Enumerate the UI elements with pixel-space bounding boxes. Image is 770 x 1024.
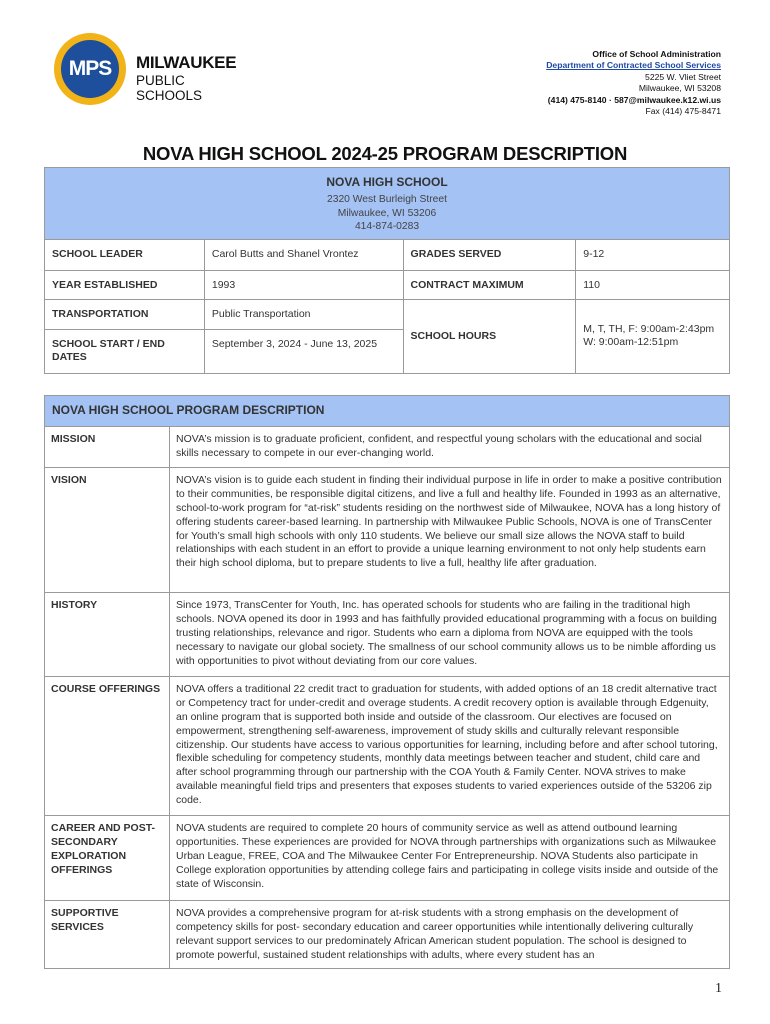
school-hours-label: SCHOOL HOURS — [403, 299, 576, 373]
program-description-table — [44, 395, 730, 969]
school-leader-value: Carol Butts and Shanel Vrontez — [204, 239, 403, 270]
mps-logo — [54, 33, 254, 109]
career-exploration-label: CAREER AND POST-SECONDARY EXPLORATION OFFERINGS — [45, 815, 170, 900]
contract-maximum-label: CONTRACT MAXIMUM — [403, 270, 576, 299]
school-info-table — [44, 167, 730, 374]
logo-name-line1: MILWAUKEE — [136, 53, 237, 72]
vision-label: VISION — [45, 467, 170, 592]
mps-logo-badge — [54, 33, 126, 105]
logo-name-line2: PUBLIC SCHOOLS — [136, 73, 203, 103]
course-offerings-text: NOVA offers a traditional 22 credit tract to graduation for students, with added options of an 18 credit alternative tract or Competency tract for under-credit and overage students. A credit recovery option is available through Edgenuity, an online program that is supported both inside and outside of the classroom. Our electives are focused on empowerment, strengthening self-awareness, improvement of study skills and culturally relevant responsible citizenship. Our students have access to various opportunities for learning, including before and after school tutoring, flexible scheduling for competency students, monthly data meetings between teacher and student, child care and after school programming through our partnership with the COA Youth & Family Center. NOVA strives to make available meaningful field trips and presenters that exposes students to varied experiences outside of the 53206 zip code. — [170, 676, 730, 815]
page-number: 1 — [715, 981, 722, 996]
history-text: Since 1973, TransCenter for Youth, Inc. has operated schools for students who are failing in the traditional high schools. NOVA opened its door in 1993 and has faithfully provided educational programming with a focus on building trusting relationships, relevance and rigor. Students who earn a diploma from NOVA are equipped with the tools necessary to navigate our global society. The smallness of our school community allows us to be nimble affording us with opportunities to pivot without deviating from our core values. — [170, 592, 730, 676]
office-street: 5225 W. Vliet Street — [645, 71, 721, 82]
school-street: 2320 West Burleigh Street — [326, 194, 447, 205]
mps-logo-initials: MPS — [61, 40, 119, 98]
office-city: Milwaukee, WI 53208 — [638, 83, 721, 94]
office-fax: Fax (414) 475-8471 — [645, 106, 721, 117]
office-phone-email: (414) 475-8140 · 587@milwaukee.k12.wi.us — [547, 94, 721, 105]
school-dates-value: September 3, 2024 - June 13, 2025 — [204, 329, 403, 373]
transportation-label: TRANSPORTATION — [45, 299, 205, 329]
supportive-services-label: SUPPORTIVE SERVICES — [45, 900, 170, 968]
school-hours-line-1: M, T, TH, F: 9:00am-2:43pm — [583, 322, 715, 335]
program-description-header: NOVA HIGH SCHOOL PROGRAM DESCRIPTION — [45, 396, 730, 427]
grades-served-value: 9-12 — [576, 239, 730, 270]
school-city: Milwaukee, WI 53206 — [337, 207, 437, 219]
school-hours-line-2: W: 9:00am-12:51pm — [583, 336, 679, 348]
mission-text: NOVA’s mission is to graduate proficient, confident, and respectful young scholars with the educational and social skills necessary to compete in our ever-changing world. — [170, 426, 730, 467]
mission-label: MISSION — [45, 426, 170, 467]
school-leader-label: SCHOOL LEADER — [45, 239, 205, 270]
vision-text: NOVA’s vision is to guide each student in finding their individual purpose in life in order to make a positive contribution to their communities, be responsible digital citizens, and live a full and healthy life. Founded in 1993 as an alternative, school-to-work program for “at-risk” students residing on the northwest side of Milwaukee, NOVA has a long history of offering students career-based learning. In partnership with Milwaukee Public Schools, NOVA is one of TransCenter for Youth’s small high schools with only 110 students. We believe our small size allows the NOVA staff to build relationships with each student in an effort to provide a unique learning environment to not only help students earn their high school diploma, but to prepare students to live a full, healthy life after graduation. — [170, 467, 730, 592]
grades-served-label: GRADES SERVED — [403, 239, 576, 270]
school-hours-value — [576, 299, 730, 373]
office-name: Office of School Administration — [592, 49, 721, 59]
contract-maximum-value: 110 — [576, 270, 730, 299]
year-established-label: YEAR ESTABLISHED — [45, 270, 205, 299]
career-exploration-text: NOVA students are required to complete 20 hours of community service as well as attend outbound learning opportunities. These experiences are provided for NOVA through partnerships with organizations such as Milwaukee Urban League, FREE, COA and The Milwaukee Center For Entrepreneurship. NOVA Students also participate in College exploration opportunities by attending college fairs and participating in college visits inside and outside of the state of Wisconsin. — [170, 815, 730, 900]
supportive-services-text: NOVA provides a comprehensive program for at-risk students with a strong emphasis on the development of competency skills for post- secondary education and career opportunities while intentionally delivering culturally relevant support services to our predominately African American student population. The school is designed to promote powerful, sustained student relationships with adults, where every student has an — [170, 900, 730, 968]
year-established-value: 1993 — [204, 270, 403, 299]
history-label: HISTORY — [45, 592, 170, 676]
department-name: Department of Contracted School Services — [546, 60, 721, 71]
document-title: NOVA HIGH SCHOOL 2024-25 PROGRAM DESCRIPTION — [142, 143, 628, 164]
school-dates-label: SCHOOL START / END DATES — [45, 329, 205, 373]
transportation-value: Public Transportation — [204, 299, 403, 329]
school-name: NOVA HIGH SCHOOL — [326, 175, 448, 189]
school-phone: 414-874-0283 — [354, 221, 420, 232]
school-header-cell — [45, 168, 730, 240]
course-offerings-label: COURSE OFFERINGS — [45, 676, 170, 815]
office-address-block — [546, 49, 721, 117]
